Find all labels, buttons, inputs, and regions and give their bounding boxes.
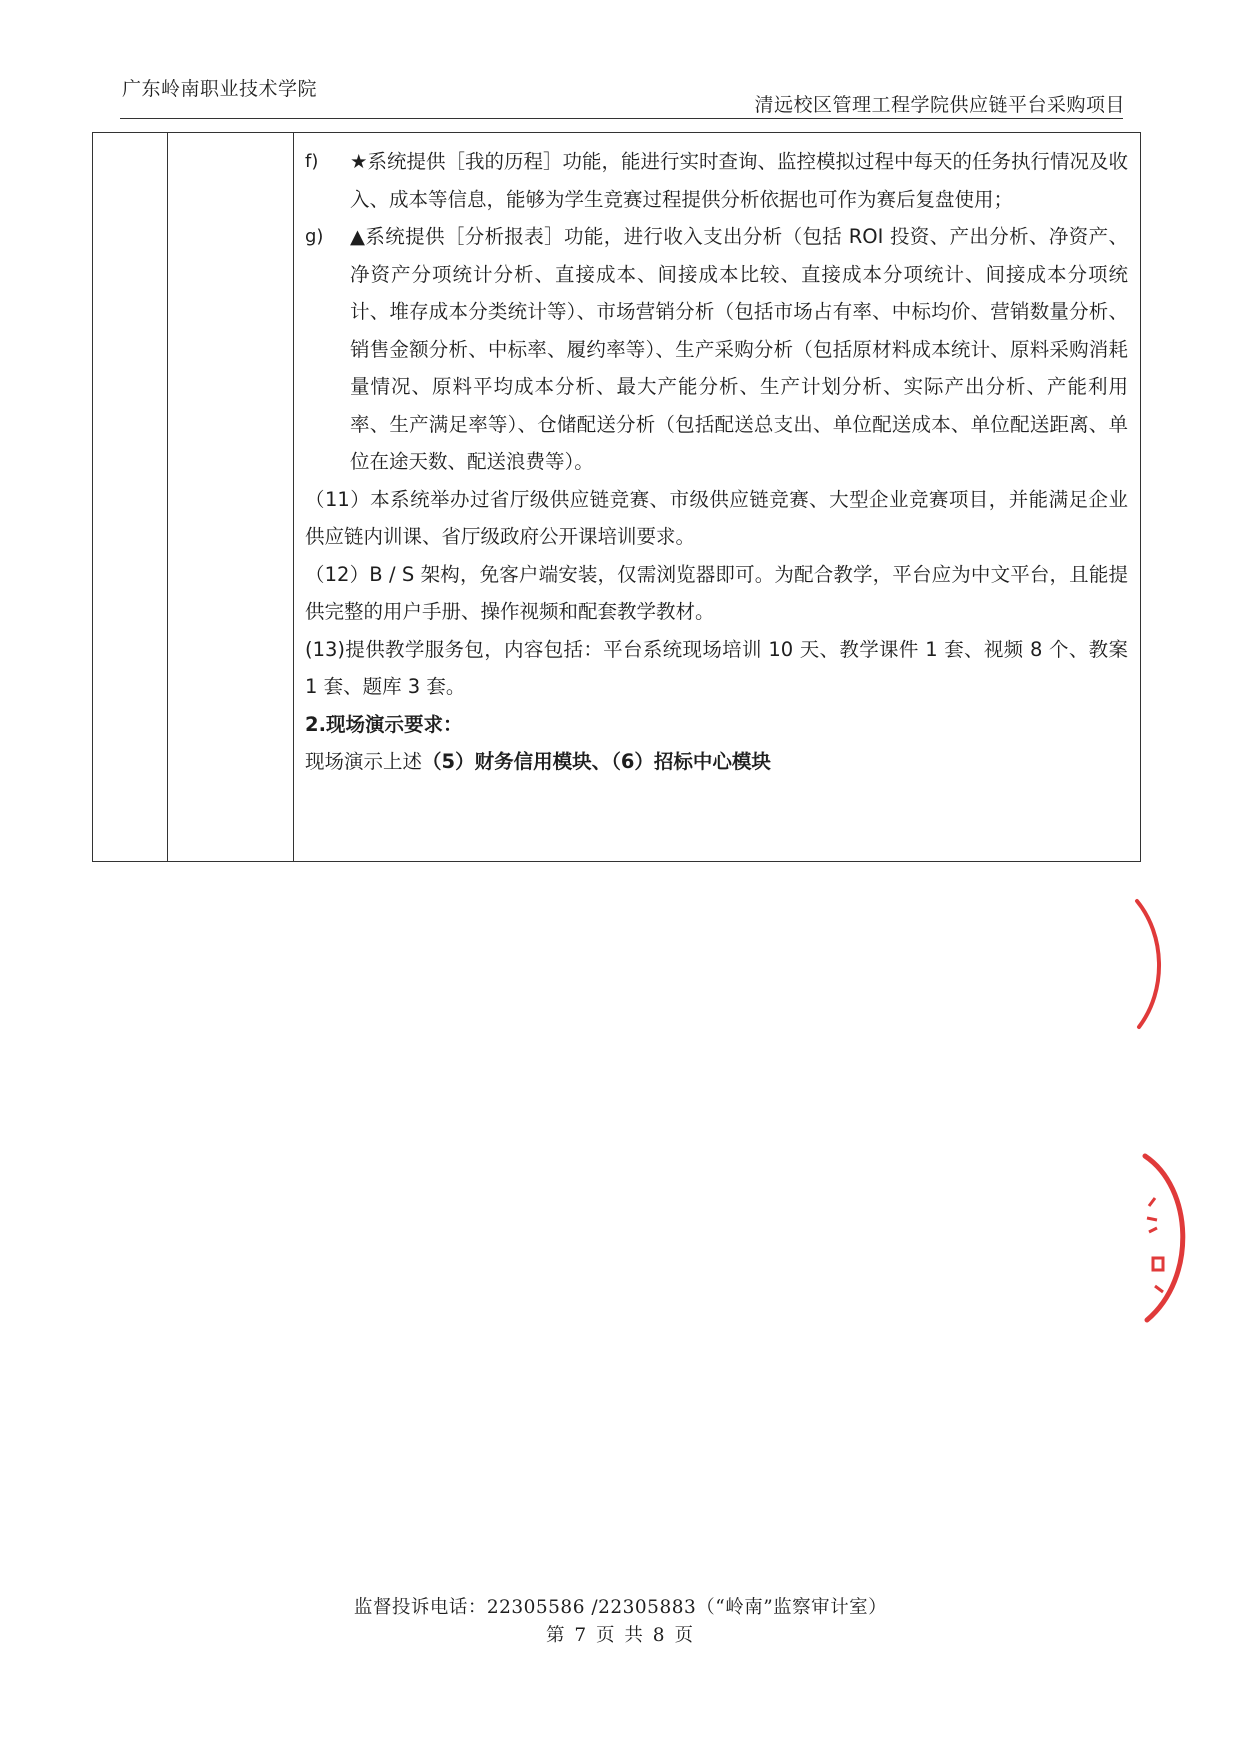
seal-stamp-upper bbox=[1125, 895, 1185, 1035]
item-text: ★系统提供［我的历程］功能，能进行实时查询、监控模拟过程中每天的任务执行情况及收入、成本等信息，能够为学生竞赛过程提供分析依据也可作为赛后复盘使用； bbox=[350, 150, 1128, 211]
demo-prefix: 现场演示上述 bbox=[305, 750, 423, 773]
demo-modules: （5）财务信用模块、（6）招标中心模块 bbox=[422, 750, 771, 773]
item-text: ▲系统提供［分析报表］功能，进行收入支出分析（包括 ROI 投资、产出分析、净资产、净资产分项统计分析、直接成本、间接成本比较、直接成本分项统计、间接成本分项统计、堆存成本分类统计等）、市场营销分析（包括市场占有率、中标均价、营销数量分析、销售金额分析、中标率、履约率等）、生产采购分析（包括原材料成本统计、原料采购消耗量情况、原料平均成本分析、最大产能分析、生产计划分析、实际产出分析、产能利用率、生产满足率等）、仓储配送分析（包括配送总支出、单位配送成本、单位配送距离、单位在途天数、配送浪费等）。 bbox=[350, 225, 1128, 473]
spec-table bbox=[92, 132, 1141, 862]
footer-page-number: 第 7 页 共 8 页 bbox=[546, 1625, 695, 1646]
seal-stamp-lower bbox=[1135, 1148, 1205, 1328]
paragraph-12: （12）B / S 架构，免客户端安装，仅需浏览器即可。为配合教学，平台应为中文平台，且能提供完整的用户手册、操作视频和配套教学教材。 bbox=[305, 562, 1128, 623]
item-marker: f) bbox=[305, 151, 319, 172]
paragraph-13: (13)提供教学服务包，内容包括：平台系统现场培训 10 天、教学课件 1 套、视频 8 个、教案 1 套、题库 3 套。 bbox=[305, 637, 1128, 698]
demo-requirement bbox=[305, 743, 1128, 781]
paragraph-11: （11）本系统举办过省厅级供应链竞赛、市级供应链竞赛、大型企业竞赛项目，并能满足企业供应链内训课、省厅级政府公开课培训要求。 bbox=[305, 487, 1128, 548]
item-marker: g) bbox=[305, 226, 324, 247]
header-project-title: 清远校区管理工程学院供应链平台采购项目 bbox=[754, 94, 1125, 116]
table-column-divider bbox=[167, 133, 168, 861]
table-column-divider bbox=[293, 133, 294, 861]
list-item-g bbox=[305, 218, 1128, 481]
footer-complaint-line: 监督投诉电话：22305586 /22305883（“岭南”监察审计室） bbox=[353, 1597, 888, 1618]
section-heading: 2.现场演示要求： bbox=[305, 712, 463, 736]
header-institution: 广东岭南职业技术学院 bbox=[122, 78, 318, 100]
requirements-cell bbox=[305, 143, 1128, 781]
list-item-f bbox=[305, 143, 1128, 218]
header-divider bbox=[120, 118, 1123, 119]
